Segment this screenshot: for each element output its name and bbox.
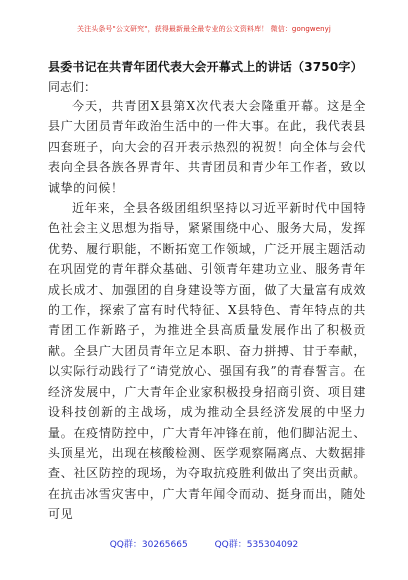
paragraph: 近年来，全县各级团组织坚持以习近平新时代中国特色社会主义思想为指导，紧紧围绕中心、服务大局，发挥优势、履行职能，不断拓宽工作领域，广泛开展主题活动在巩固党的青年群众基础、引领青年建功立业、服务青年成长成才、加强团的自身建设等方面，做了大量富有成效的工作，探索了富有时代特征、X县特色、青年特点的共青团工作新路子，为推进全县高质量发展作出了积极贡献。全县广大团员青年立足本职、奋力拼搏、甘于奉献，以实际行动践行了“请党放心、强国有我”的青春誓言。在经济发展中，广大青年企业家积极投身招商引资、项目建设科技创新的主战场，成为推动全县经济发展的中坚力量。在疫情防控中，广大青年冲锋在前，他们脚沾泥土、头顶星光，出现在核酸检测、医学观察隔离点、大数据排查、社区防控的现场，为夺取抗疫胜利做出了突出贡献。在抗击冰雪灾害中，广大青年闻令而动、挺身而出，随处可见	[48, 201, 366, 522]
footer-qq-group-2: QQ群：535304092	[214, 540, 299, 550]
document-body	[48, 96, 366, 525]
footer	[0, 537, 408, 550]
paragraph: 今天，共青团X县第X次代表大会隆重开幕。这是全县广大团员青年政治生活中的一件大事。在此，我代表县四套班子，向大会的召开表示热烈的祝贺！向全体与会代表向全县各族各界青年、共青团员和青少年工作者，致以诚挚的问候！	[48, 99, 366, 195]
footer-qq-group-1: QQ群：30265665	[109, 540, 188, 550]
document-title: 县委书记在共青年团代表大会开幕式上的讲话（3750字）	[48, 60, 363, 74]
header-banner: 关注头条号"公文研究"，获得最新最全最专业的公文资料库！ 微信：gongwenyj	[77, 25, 331, 33]
salutation: 同志们：	[48, 80, 97, 94]
